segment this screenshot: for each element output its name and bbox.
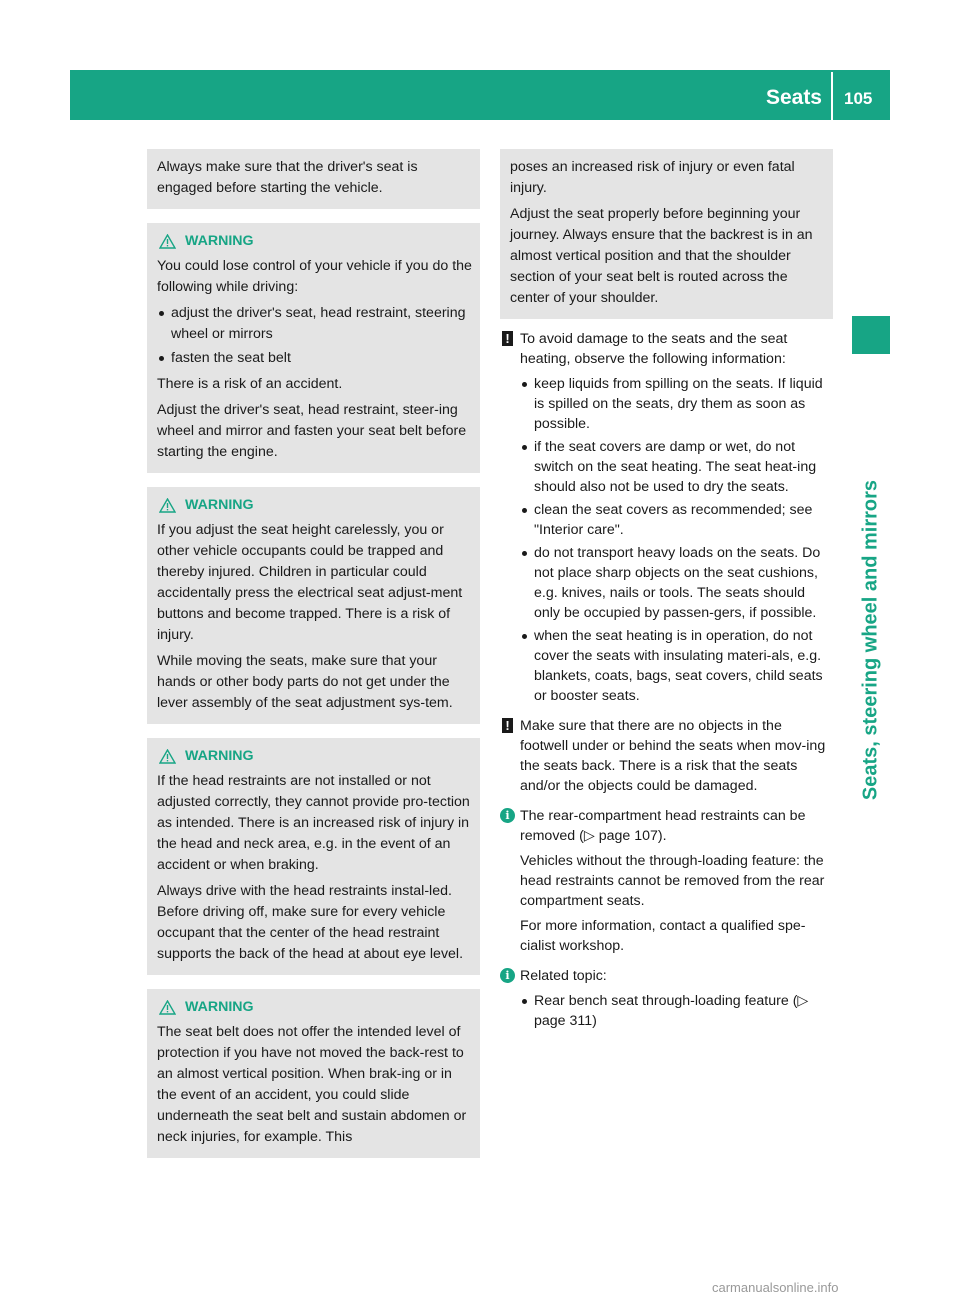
note-list — [520, 374, 833, 706]
warning-box-1 — [147, 223, 480, 473]
warning-triangle-icon — [159, 1000, 176, 1015]
continued-advice: Adjust the seat properly before beginning your journey. Always ensure that the backrest is in an almost vertical position and that the shoulder section of your seat belt is routed across the center of your shoulder. — [510, 206, 813, 306]
warning-1-text: You could lose control of your vehicle if you do the following while driving: — [157, 258, 472, 295]
warning-heading: WARNING — [157, 997, 472, 1018]
list-item: fasten the seat belt — [157, 348, 472, 369]
damage-note-1 — [500, 329, 833, 706]
warning-heading: WARNING — [157, 495, 472, 516]
list-item: keep liquids from spilling on the seats. If liquid is spilled on the seats, dry them as soon as possible. — [520, 374, 833, 434]
warning-box-4 — [147, 989, 480, 1158]
warning-1-list — [157, 303, 472, 369]
warning-triangle-icon — [159, 749, 176, 764]
warning-box-3 — [147, 738, 480, 975]
left-column — [147, 149, 480, 1158]
warning-triangle-icon — [159, 498, 176, 513]
warning-1-advice: Adjust the driver's seat, head restraint, steer-ing wheel and mirror and fasten your seat belt before starting the engine. — [157, 402, 467, 460]
list-item: do not transport heavy loads on the seats. Do not place sharp objects on the seat cushions, e.g. knives, nails or tools. The seats should only be occupied by passen-gers, if possible. — [520, 543, 833, 623]
warning-heading: WARNING — [157, 231, 472, 252]
note-text: To avoid damage to the seats and the seat heating, observe the following information: — [520, 331, 788, 367]
side-tab-marker — [852, 316, 890, 354]
warning-1-risk: There is a risk of an accident. — [157, 376, 343, 392]
list-item: adjust the driver's seat, head restraint, steering wheel or mirrors — [157, 303, 472, 345]
list-item: if the seat covers are damp or wet, do not switch on the seat heating. The seat heat-ing should also not be used to dry the seats. — [520, 437, 833, 497]
note-list — [520, 991, 833, 1031]
warning-2-text: If you adjust the seat height carelessly, you or other vehicle occupants could be trapped and thereby injured. Children in particular could accidentally press the electrical seat adjust-ment buttons and become trapped. There is a risk of injury. — [157, 522, 463, 643]
side-tab-label: Seats, steering wheel and mirrors — [859, 479, 882, 801]
info-icon: i — [500, 968, 515, 983]
exclamation-icon: ! — [502, 718, 513, 733]
warning-box-4-continued — [500, 149, 833, 319]
info-icon: i — [500, 808, 515, 823]
warning-3-text: If the head restraints are not installed or not adjusted correctly, they cannot provide pro-tection as intended. There is an increased risk of injury in the head and neck area, e.g. in the event of an accident or when braking. — [157, 773, 470, 873]
continued-text: poses an increased risk of injury or even fatal injury. — [510, 159, 795, 196]
warning-heading: WARNING — [157, 746, 472, 767]
right-column — [500, 149, 833, 1036]
note-text: Make sure that there are no objects in the footwell under or behind the seats when mov-ing the seats back. There is a risk that the seats and/or the objects could be damaged. — [520, 718, 826, 794]
list-item: clean the seat covers as recommended; see "Interior care". — [520, 500, 833, 540]
info-note-1 — [500, 806, 833, 956]
header-divider — [831, 72, 833, 120]
intro-text: Always make sure that the driver's seat is engaged before starting the vehicle. — [157, 159, 418, 196]
exclamation-icon: ! — [502, 331, 513, 346]
watermark: carmanualsonline.info — [712, 1280, 839, 1295]
section-title: Seats — [765, 86, 822, 109]
note-text: For more information, contact a qualified spe-cialist workshop. — [520, 918, 806, 954]
warning-3-advice: Always drive with the head restraints instal-led. Before driving off, make sure for every vehicle occupant that the center of the head restraint supports the back of the head at about eye level. — [157, 883, 464, 962]
warning-2-advice: While moving the seats, make sure that your hands or other body parts do not get under the lever assembly of the seat adjustment sys-tem. — [157, 653, 453, 711]
note-text: The rear-compartment head restraints can be removed (▷ page 107). — [520, 808, 806, 844]
note-text: Related topic: — [520, 968, 607, 984]
intro-box — [147, 149, 480, 209]
page-number: 105 — [844, 89, 873, 108]
damage-note-2 — [500, 716, 833, 796]
warning-box-2 — [147, 487, 480, 724]
warning-4-text: The seat belt does not offer the intended level of protection if you have not moved the back-rest to an almost vertical position. When brak-ing or in the event of an accident, you could slide underneath the seat belt and sustain abdomen or neck injuries, for example. This — [157, 1024, 467, 1145]
info-note-2 — [500, 966, 833, 1031]
warning-triangle-icon — [159, 234, 176, 249]
list-item: when the seat heating is in operation, do not cover the seats with insulating materi-als, e.g. blankets, coats, bags, seat covers, child seats or booster seats. — [520, 626, 833, 706]
list-item: Rear bench seat through-loading feature (▷ page 311) — [520, 991, 833, 1031]
note-text: Vehicles without the through-loading feature: the head restraints cannot be removed from the rear compartment seats. — [520, 853, 825, 909]
